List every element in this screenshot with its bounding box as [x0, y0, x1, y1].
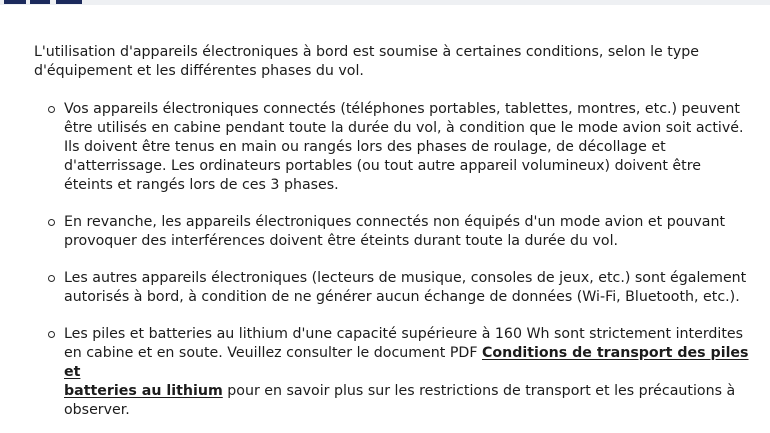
lithium-batteries-pdf-link[interactable]: Conditions de transport des piles et batteries au lithium [64, 345, 749, 399]
list-item-text-after-link: pour en savoir plus sur les restrictions de transport et les précautions à observer. [64, 383, 736, 418]
hollow-circle-bullet-icon [48, 219, 55, 226]
list-item [34, 269, 754, 307]
hollow-circle-bullet-icon [48, 331, 55, 338]
list-item-text: Vos appareils électroniques connectés (téléphones portables, tablettes, montres, etc.) peuvent être utilisés en cabine pendant toute la durée du vol, à condition que le mode avion soit activé. Ils doivent être tenus en main ou rangés lors des phases de roulage, de décollage et d'atterrissage. Les ordinateurs portables (ou tout autre appareil volumineux) doivent être éteints et rangés lors de ces 3 phases. [64, 101, 744, 193]
conditions-list [34, 100, 754, 420]
hollow-circle-bullet-icon [48, 106, 55, 113]
nav-tab-indicator[interactable] [56, 0, 82, 4]
list-item-text: Les autres appareils électroniques (lecteurs de musique, consoles de jeux, etc.) sont également autorisés à bord, à condition de ne générer aucun échange de données (Wi-Fi, Bluetooth, etc.). [64, 270, 747, 305]
electronic-devices-section [34, 43, 754, 433]
nav-tab-indicator[interactable] [30, 0, 50, 4]
list-item-text: En revanche, les appareils électroniques connectés non équipés d'un mode avion et pouvant provoquer des interférences doivent être éteints durant toute la durée du vol. [64, 214, 726, 249]
top-navigation-strip [0, 0, 770, 5]
list-item-text-with-link [64, 325, 754, 420]
nav-tab-indicator[interactable] [4, 0, 26, 4]
list-item-text-before-link: Les piles et batteries au lithium d'une capacité supérieure à 160 Wh sont strictement interdites en cabine et en soute. Veuillez consulter le document PDF [64, 326, 744, 361]
list-item [34, 325, 754, 420]
hollow-circle-bullet-icon [48, 275, 55, 282]
list-item [34, 213, 754, 251]
intro-paragraph: L'utilisation d'appareils électroniques à bord est soumise à certaines conditions, selon le type d'équipement et les différentes phases du vol. [34, 44, 699, 79]
list-item [34, 100, 754, 195]
